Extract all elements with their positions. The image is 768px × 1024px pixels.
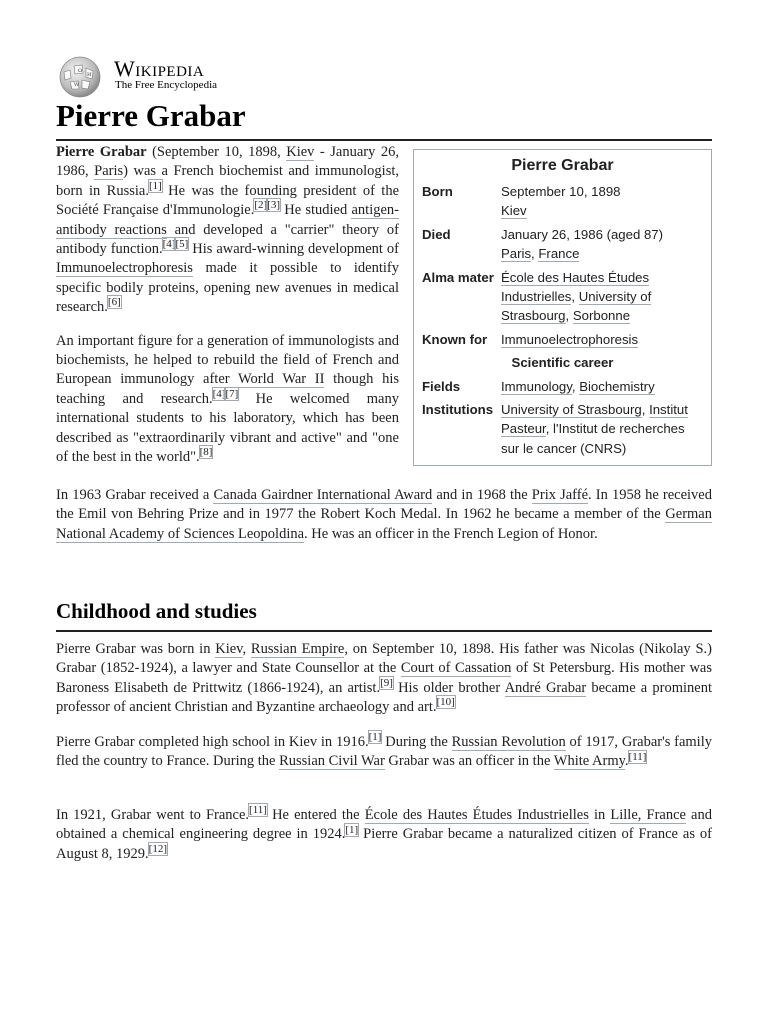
link-lille-france[interactable]: Lille, France — [610, 807, 686, 823]
infobox-row-died — [414, 225, 711, 264]
ref-link[interactable]: [3] — [267, 199, 280, 212]
infobox-label: Alma mater — [422, 269, 494, 285]
section-heading-childhood: Childhood and studies — [56, 597, 712, 632]
infobox-label: Died — [422, 226, 451, 242]
link-university-of-strasbourg[interactable]: University of Strasbourg — [501, 289, 652, 324]
childhood-paragraph-1 — [56, 640, 712, 718]
text: , l'Institut de recherches sur le cancer (CNRS) — [501, 421, 685, 456]
tagline: The Free Encyclopedia — [115, 79, 218, 91]
text: , — [242, 641, 251, 657]
infobox-value — [501, 268, 703, 326]
link-kiev[interactable]: Kiev — [215, 641, 243, 657]
link-canada-gairdner-award[interactable]: Canada Gairdner International Award — [213, 487, 433, 503]
lead-paragraph-1 — [56, 143, 399, 318]
infobox-value — [501, 225, 703, 264]
infobox-row-institutions — [414, 400, 711, 458]
text: of 1917, Grabar's family fled the country to France. During the — [56, 734, 712, 770]
text: His older brother — [392, 679, 505, 696]
link-immunoelectrophoresis[interactable]: Immunoelectrophoresis — [501, 331, 639, 347]
svg-text:W: W — [74, 82, 80, 88]
infobox-value — [501, 330, 703, 349]
link-leopoldina[interactable]: German National Academy of Sciences Leopoldina — [56, 506, 712, 542]
link-russian-civil-war[interactable]: Russian Civil War — [279, 753, 385, 770]
text: - January 26, 1986, — [56, 144, 399, 180]
text: , — [641, 402, 650, 418]
ref-link[interactable]: [12] — [148, 842, 167, 855]
link-biochemistry[interactable]: Biochemistry — [579, 378, 655, 394]
childhood-paragraph-2 — [56, 733, 712, 772]
ref-link[interactable]: [10] — [436, 696, 455, 709]
wordmark[interactable]: Wikipedia — [114, 56, 205, 81]
ref-link[interactable]: [8] — [199, 446, 213, 459]
ref-link[interactable]: [6] — [107, 296, 121, 309]
infobox-label: Institutions — [422, 402, 494, 418]
link-ehei[interactable]: École des Hautes Études Industrielles — [364, 807, 589, 823]
link-court-of-cassation[interactable]: Court of Cassation — [400, 660, 512, 677]
infobox-section-heading: Scientific career — [511, 355, 614, 371]
infobox-value — [501, 182, 703, 221]
text: He welcomed many international students to his laboratory, which has been described as "extraordinarily vibrant and active" and "one of the best in the world". — [56, 390, 399, 466]
link-paris[interactable]: Paris — [94, 163, 124, 180]
text: Grabar was an officer in the — [384, 753, 554, 770]
link-prix-jaffe[interactable]: Prix Jaffé — [531, 487, 588, 503]
infobox-title: Pierre Grabar — [511, 157, 614, 174]
link-russian-empire[interactable]: Russian Empire — [250, 641, 345, 657]
infobox-row-known-for — [414, 330, 711, 349]
infobox — [413, 149, 712, 466]
link-kiev[interactable]: Kiev — [501, 203, 527, 219]
text: and in 1968 the — [432, 487, 532, 503]
ref-link[interactable]: [1] — [345, 823, 359, 836]
link-andre-grabar[interactable]: André Grabar — [504, 679, 587, 696]
link-immunoelectrophoresis[interactable]: Immunoelectrophoresis — [56, 260, 193, 277]
ref-link[interactable]: [4] — [162, 238, 176, 251]
infobox-label: Born — [422, 184, 453, 199]
link-university-of-strasbourg[interactable]: University of Strasbourg — [501, 402, 642, 418]
ref-link[interactable]: [2] — [254, 199, 268, 212]
link-immunology[interactable]: Immunology — [501, 378, 572, 394]
text: in — [588, 807, 611, 823]
ref-link[interactable]: [9] — [380, 676, 393, 689]
svg-text:Ω: Ω — [78, 68, 83, 74]
text: , — [565, 308, 573, 324]
link-paris[interactable]: Paris — [501, 246, 532, 262]
text: . In 1958 he received the Emil von Behring Prize and in 1977 the Robert Koch Medal. In 1962 he became a member of the — [56, 487, 712, 523]
text: became a prominent professor of ancient Christian and Byzantine archaeology and art. — [56, 679, 712, 716]
infobox-value — [501, 377, 703, 396]
infobox-row-fields — [414, 377, 711, 396]
bold-name: Pierre Grabar — [56, 144, 147, 160]
text: Pierre Grabar was born in — [56, 641, 216, 657]
ref-link[interactable]: [5] — [175, 238, 189, 251]
text: , on September 10, 1898. His father was Nicolas (Nikolay S.) Grabar (1852-1924), a lawyer and State Counsellor at the — [56, 641, 712, 677]
link-sorbonne[interactable]: Sorbonne — [572, 308, 631, 324]
ref-link[interactable]: [4] — [212, 388, 226, 401]
ref-link[interactable]: [1] — [148, 179, 162, 192]
site-header — [56, 54, 256, 98]
text: During the — [381, 734, 452, 750]
text: of St Petersburg. His mother was Baroness Elisabeth de Prittwitz (1866-1924), an artist. — [56, 660, 712, 696]
infobox-row-born — [414, 182, 711, 221]
awards-paragraph — [56, 486, 712, 544]
infobox-value — [501, 400, 703, 458]
childhood-paragraph-3 — [56, 806, 712, 864]
link-white-army[interactable]: White Army — [553, 753, 625, 770]
text: and obtained a chemical engineering degree in 1924. — [56, 807, 712, 843]
link-institut-pasteur[interactable]: Institut Pasteur — [501, 402, 688, 437]
text: , — [531, 246, 539, 262]
link-kiev[interactable]: Kiev — [286, 144, 315, 160]
text: , — [571, 289, 579, 305]
link-world-war-ii[interactable]: World War II — [238, 371, 325, 388]
text: , — [571, 378, 580, 394]
infobox-label: Known for — [422, 331, 488, 347]
ref-link[interactable]: [1] — [368, 731, 382, 744]
link-ehei[interactable]: École des Hautes Études Industrielles — [501, 269, 650, 305]
text: In 1921, Grabar went to France. — [56, 807, 250, 823]
link-antigen-antibody[interactable]: antigen-antibody reactions — [56, 202, 399, 238]
lead-section — [56, 143, 399, 482]
text: and developed a "carrier" theory of antibody function. — [56, 221, 399, 258]
text: . He was an officer in the French Legion of Honor. — [304, 525, 598, 542]
ref-link[interactable]: [7] — [225, 388, 239, 401]
page-title: Pierre Grabar — [56, 96, 712, 141]
svg-text:И: И — [87, 72, 92, 78]
lead-paragraph-2 — [56, 332, 399, 468]
ref-link[interactable]: [11] — [249, 804, 267, 817]
link-russian-revolution[interactable]: Russian Revolution — [451, 734, 566, 750]
link-france[interactable]: France — [538, 246, 580, 262]
text: His award-winning development of — [188, 241, 399, 258]
text: Pierre Grabar became a naturalized citizen of France as of August 8, 1929. — [56, 826, 712, 862]
text: . — [624, 753, 629, 770]
infobox-row-alma-mater — [414, 268, 711, 326]
text: An important figure for a generation of immunologists and biochemists, he helped to rebuild the field of French and European immunology after — [56, 332, 399, 388]
text: (September 10, 1898, — [146, 144, 287, 160]
text: Pierre Grabar completed high school in Kiev in 1916. — [56, 734, 369, 750]
text: In 1963 Grabar received a — [56, 487, 214, 503]
text: though his teaching and research. — [56, 371, 400, 407]
died-date: January 26, 1986 (aged 87) — [501, 226, 664, 242]
text: He studied — [279, 202, 352, 219]
ref-link[interactable]: [11] — [628, 750, 647, 763]
text: He was the founding president of the Société Française d'Immunologie. — [56, 182, 399, 219]
text: made it possible to identify specific bodily proteins, opening new avenues in medical research. — [56, 260, 399, 316]
born-date: September 10, 1898 — [501, 184, 621, 199]
text: He entered the — [266, 807, 365, 823]
wikipedia-globe-icon[interactable] — [56, 54, 104, 98]
infobox-label: Fields — [422, 378, 461, 394]
text: ) was a French biochemist and immunologist, born in Russia. — [56, 163, 399, 199]
